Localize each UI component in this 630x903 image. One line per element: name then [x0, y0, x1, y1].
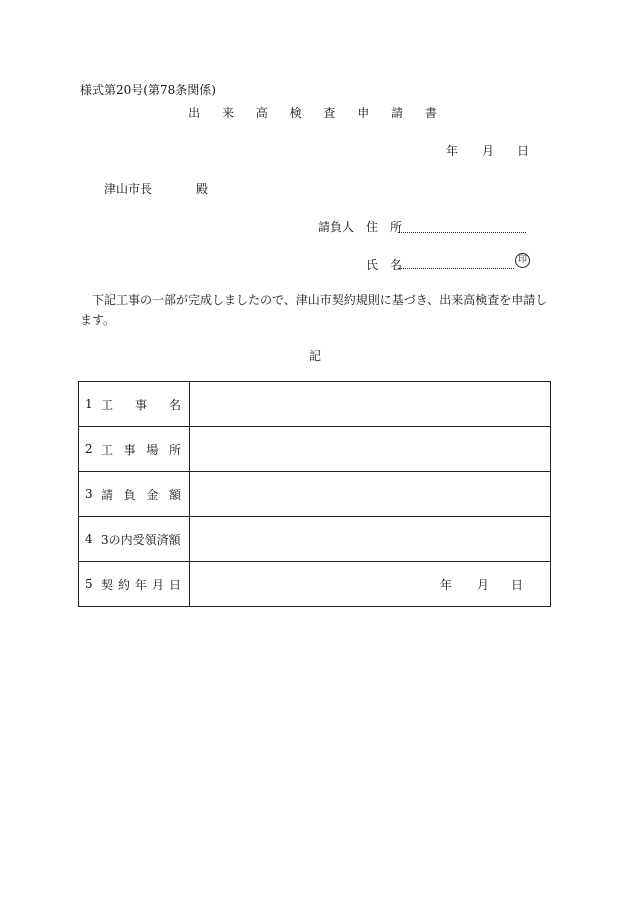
contract-amount-field[interactable]	[190, 472, 551, 517]
row-label-text	[101, 441, 181, 458]
label-char: 請	[101, 487, 114, 502]
contract-year-label: 年	[440, 578, 453, 592]
table-row	[79, 427, 551, 472]
row-label	[79, 517, 190, 562]
construction-name-field[interactable]	[190, 382, 551, 427]
seal-mark: 印	[515, 253, 530, 268]
table-row	[79, 562, 551, 607]
label-char: 負	[123, 487, 136, 502]
label-char: 日	[168, 577, 181, 592]
row-label	[79, 562, 190, 607]
row-number: 4	[85, 532, 93, 546]
addressee-name: 津山市長	[104, 182, 153, 196]
row-number: 3	[85, 487, 93, 501]
label-char: 場	[146, 442, 159, 457]
label-char: 工	[101, 442, 114, 457]
row-number: 2	[85, 442, 93, 456]
label-char: 所	[168, 442, 181, 457]
label-char: 年	[134, 577, 147, 592]
label-char: 名	[168, 397, 181, 412]
detail-table	[78, 381, 551, 607]
contract-date-field[interactable]	[190, 562, 551, 607]
row-label-text	[101, 486, 181, 503]
document-title: 出 来 高 検 査 申 請 書	[188, 106, 446, 120]
contract-month-label: 月	[477, 578, 490, 592]
table-row	[79, 517, 551, 562]
form-number: 様式第20号(第78条関係)	[80, 83, 216, 97]
label-char: 事	[123, 442, 136, 457]
label-char: 金	[146, 487, 159, 502]
date-month-label: 月	[482, 144, 495, 158]
table-row	[79, 382, 551, 427]
row-label-text	[101, 396, 181, 413]
label-char: 月	[151, 577, 164, 592]
row-label-text: 3の内受領済額	[101, 532, 181, 547]
row-label	[79, 472, 190, 517]
construction-site-field[interactable]	[190, 427, 551, 472]
row-label	[79, 382, 190, 427]
row-number: 5	[85, 577, 93, 591]
address-field[interactable]	[398, 232, 526, 233]
ki-heading: 記	[308, 349, 321, 363]
label-char: 事	[134, 397, 147, 412]
name-field[interactable]	[398, 268, 514, 269]
contract-day-label: 日	[511, 578, 524, 592]
row-label	[79, 427, 190, 472]
row-label-text	[101, 576, 181, 593]
label-char: 契	[101, 577, 114, 592]
address-label: 住 所	[366, 220, 403, 234]
date-year-label: 年	[446, 144, 459, 158]
addressee-honorific: 殿	[196, 182, 209, 196]
row-number: 1	[85, 397, 93, 411]
label-char: 額	[168, 487, 181, 502]
received-amount-field[interactable]	[190, 517, 551, 562]
contractor-label: 請負人	[318, 220, 355, 234]
label-char: 工	[101, 397, 114, 412]
date-day-label: 日	[517, 144, 530, 158]
label-char: 約	[117, 577, 130, 592]
name-label: 氏 名	[366, 258, 403, 272]
request-statement: 下記工事の一部が完成しましたので、津山市契約規則に基づき、出来高検査を申請します。	[80, 293, 548, 327]
table-row	[79, 472, 551, 517]
